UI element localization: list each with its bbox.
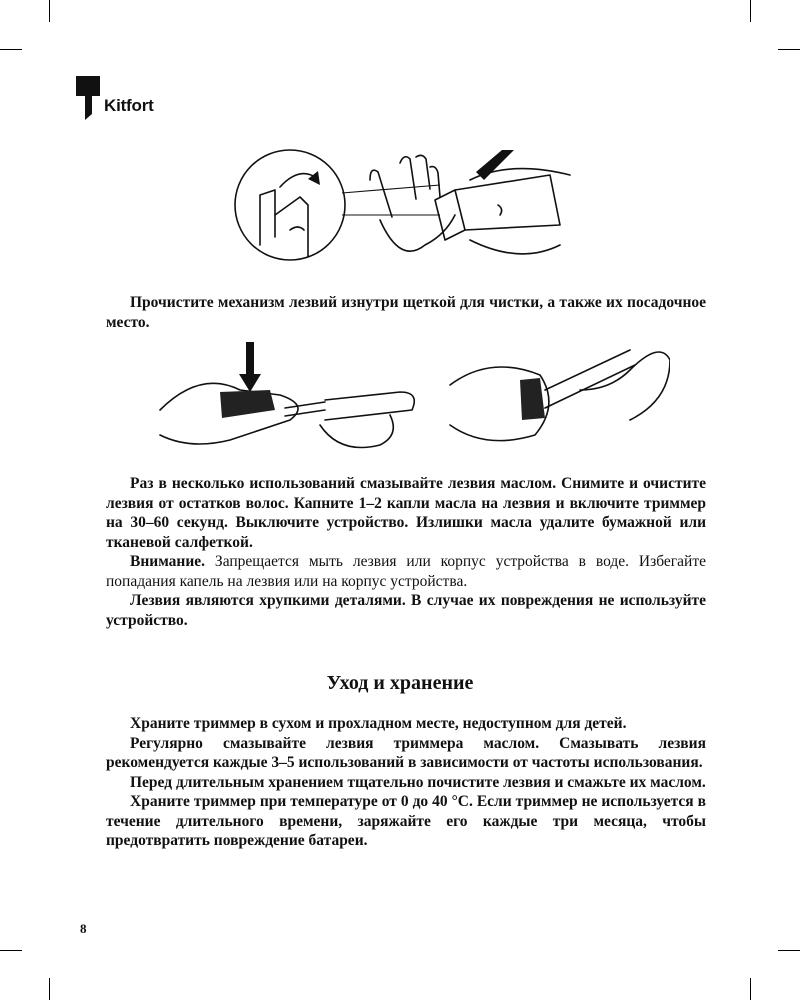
section-heading: Уход и хранение [326, 672, 474, 694]
paragraph: Лезвия являются хрупкими деталями. В случае их повреждения не используйте устройство. [106, 592, 706, 629]
paragraph: Прочистите механизм лезвий изнутри щеткой для чистки, а также их посадочное место. [106, 294, 706, 331]
crop-mark [750, 0, 751, 22]
section1-text [106, 293, 706, 332]
page-number: 8 [80, 921, 87, 936]
paragraph: Перед длительным хранением тщательно почистите лезвия и смажьте их маслом. [130, 773, 706, 791]
crop-mark [0, 49, 22, 50]
crop-mark [0, 950, 22, 951]
brand-name: Kitfort [104, 96, 154, 115]
care-text [106, 714, 706, 851]
crop-mark [778, 950, 800, 951]
warning-paragraph [106, 552, 706, 591]
section2-text [106, 474, 706, 630]
brush-blade-illustration [230, 145, 580, 275]
crop-mark [750, 978, 751, 1000]
crop-mark [49, 0, 50, 22]
paragraph: Храните триммер при температуре от 0 до 40 °С. Если триммер не используется в течение длительного времени, заряжайте его каждые три месяца, чтобы предотвратить повреждение батареи. [106, 793, 706, 849]
crop-mark [778, 49, 800, 50]
paragraph: Раз в несколько использований смазывайте лезвия маслом. Снимите и очистите лезвия от остатков волос. Капните 1–2 капли масла на лезвия и включите триммер на 30–60 секунд. Выключите устройство. Излишки масла удалите бумажной или тканевой салфеткой. [106, 475, 706, 551]
warning-label: Внимание. [130, 553, 206, 570]
warning-text: Запрещается мыть лезвия или корпус устройства в воде. Избегайте попадания капель на лезвия или на корпус устройства. [106, 553, 706, 590]
crop-mark [49, 978, 50, 1000]
brush-cleaning-illustration [150, 330, 670, 460]
paragraph: Храните триммер в сухом и прохладном месте, недоступном для детей. [130, 715, 627, 732]
paragraph: Регулярно смазывайте лезвия триммера маслом. Смазывать лезвия рекомендуется каждые 3–5 использований в зависимости от частоты использования. [106, 734, 706, 771]
